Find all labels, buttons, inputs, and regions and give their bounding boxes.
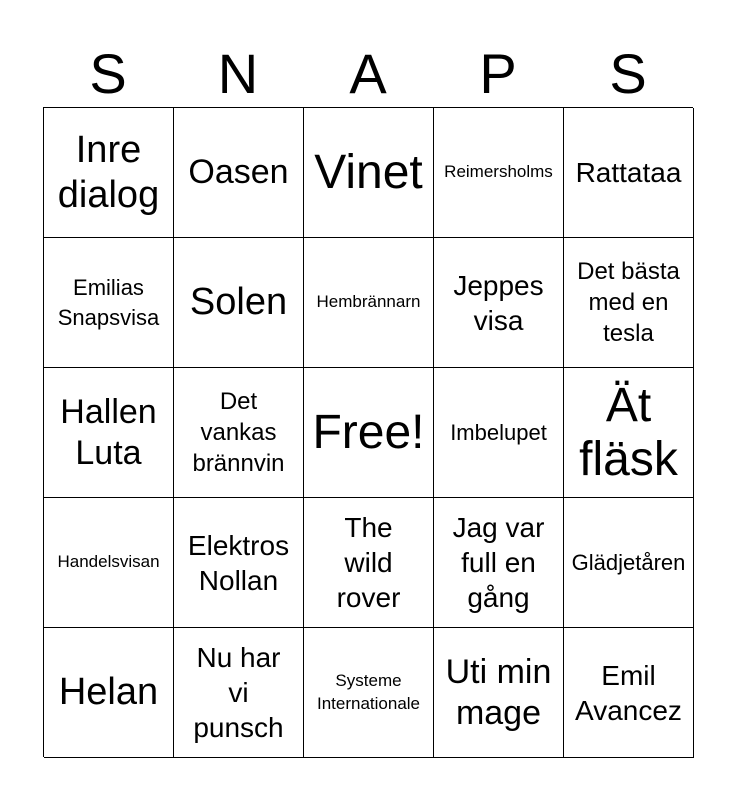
bingo-cell[interactable] [564,498,694,628]
cell-text: Helan [58,671,159,714]
bingo-cell[interactable] [174,108,304,238]
bingo-cell[interactable] [174,238,304,368]
cell-text: Det vankas brännvin [192,387,285,478]
bingo-cell[interactable] [304,628,434,758]
cell-text: Systeme Internationale [316,671,421,713]
cell-text: Emilias Snapsvisa [57,274,160,330]
bingo-cell[interactable] [434,238,564,368]
bingo-header [43,40,693,108]
cell-text: Vinet [314,145,423,199]
bingo-cell[interactable] [564,108,694,238]
cell-text: Inre dialog [57,128,160,216]
cell-text: Oasen [188,153,289,192]
cell-text: Ät fläsk [579,378,678,486]
cell-text: Jag var full en gång [452,512,545,613]
bingo-cell[interactable] [304,108,434,238]
header-letter-2: N [217,42,259,105]
bingo-cell[interactable] [564,238,694,368]
bingo-cell[interactable] [434,368,564,498]
bingo-cell[interactable] [44,108,174,238]
cell-text: Nu har vi punsch [193,642,284,743]
cell-text: Hallen Luta [60,392,157,472]
header-letter-1: S [89,42,127,105]
bingo-cell[interactable] [174,628,304,758]
bingo-cell[interactable] [564,368,694,498]
cell-text: Imbelupet [450,419,547,445]
bingo-cell[interactable] [44,498,174,628]
header-letter-5: S [609,42,647,105]
cell-text: The wild rover [336,512,401,613]
cell-text: Uti min mage [445,652,552,732]
cell-text: Glädjetåren [571,549,686,575]
cell-text: Emil Avancez [575,659,682,726]
bingo-cell[interactable] [44,238,174,368]
bingo-board [43,107,693,757]
cell-text: Free! [312,405,425,459]
bingo-cell[interactable] [434,628,564,758]
cell-text: Handelsvisan [57,552,160,572]
header-letter-4: P [479,42,517,105]
cell-text: Hembrännarn [316,292,421,312]
cell-text: Solen [189,281,288,324]
cell-text: Reimersholms [444,162,553,182]
header-letter-3: A [349,42,387,105]
bingo-cell[interactable] [174,498,304,628]
bingo-cell[interactable] [434,108,564,238]
cell-text: Rattataa [575,157,682,188]
cell-text: Elektros Nollan [187,529,290,596]
cell-text: Det bästa med en tesla [577,257,680,348]
bingo-cell[interactable] [304,498,434,628]
bingo-cell[interactable] [44,628,174,758]
bingo-cell[interactable] [44,368,174,498]
bingo-cell[interactable] [564,628,694,758]
bingo-cell[interactable] [174,368,304,498]
bingo-cell[interactable] [304,238,434,368]
cell-text: Jeppes visa [453,269,544,336]
free-space-cell[interactable] [304,368,434,498]
bingo-cell[interactable] [434,498,564,628]
